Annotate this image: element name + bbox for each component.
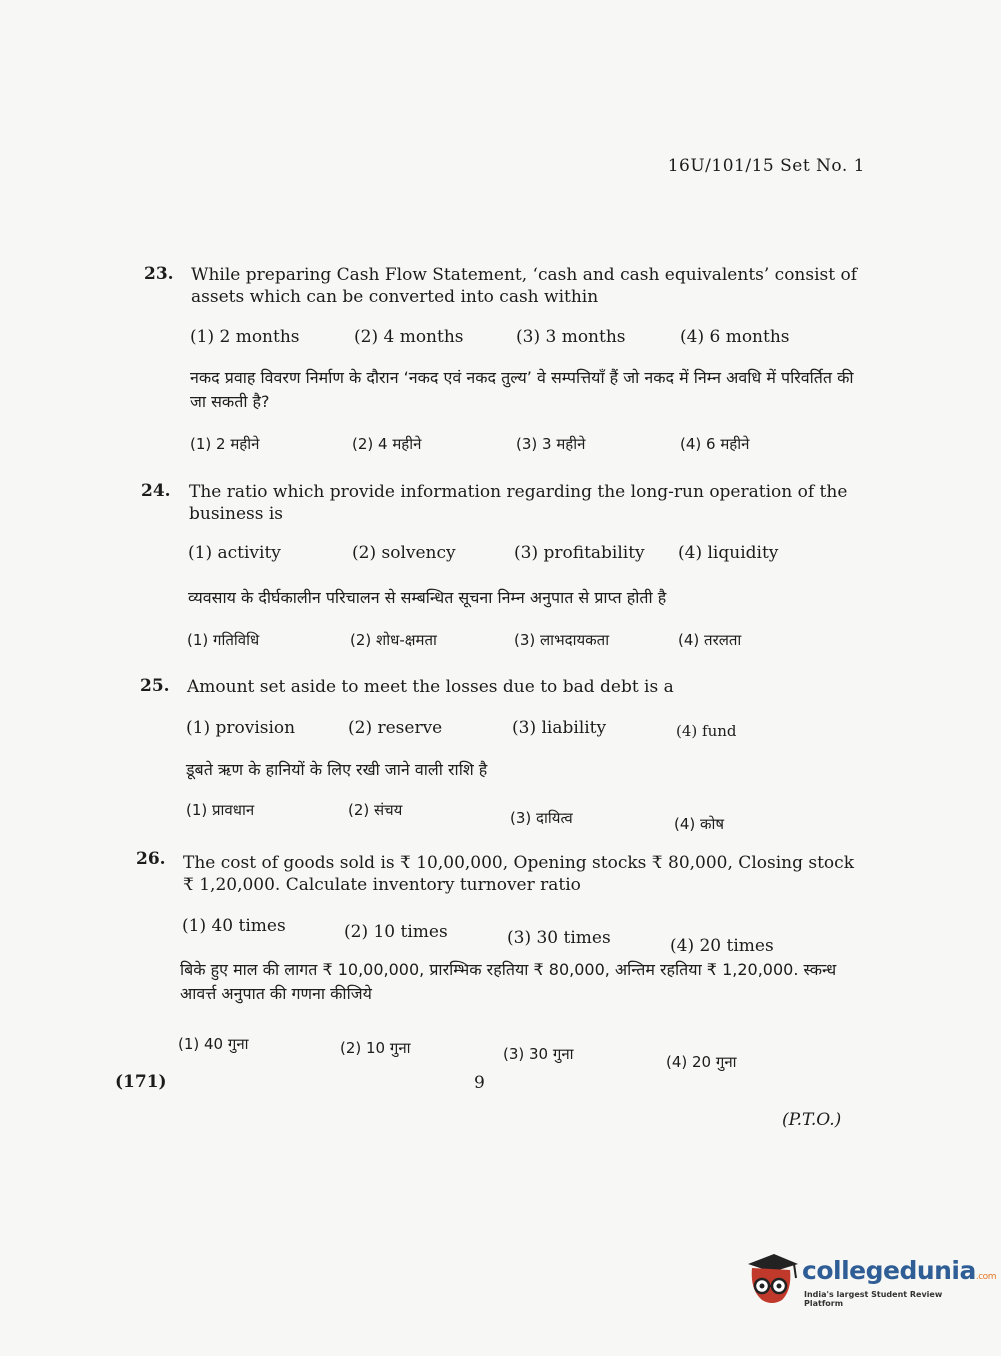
option-2: (2) reserve xyxy=(348,718,443,738)
question-text: The cost of goods sold is ₹ 10,00,000, Opening stocks ₹ 80,000, Closing stock ₹ 1,20,000. Calculate inventory turnover ratio xyxy=(183,853,854,895)
option-2: (2) solvency xyxy=(352,543,456,563)
option-3-hindi: (3) 30 गुना xyxy=(503,1045,574,1063)
option-2-hindi: (2) 4 महीने xyxy=(352,435,422,453)
option-3: (3) 3 months xyxy=(516,327,626,347)
option-1-hindi: (1) गतिविधि xyxy=(187,631,260,649)
option-4: (4) 20 times xyxy=(670,936,774,956)
option-4-hindi: (4) 20 गुना xyxy=(666,1053,737,1071)
question-text: The ratio which provide information regarding the long-run operation of the business is xyxy=(189,482,848,524)
option-1: (1) 40 times xyxy=(182,916,286,936)
pto-label: (P.T.O.) xyxy=(782,1110,842,1130)
question-text: Amount set aside to meet the losses due to bad debt is a xyxy=(187,677,674,697)
option-1: (1) provision xyxy=(186,718,296,738)
question-text-hindi: बिके हुए माल की लागत ₹ 10,00,000, प्रारम्भिक रहतिया ₹ 80,000, अन्तिम रहतिया ₹ 1,20,000. स्कन्ध आवर्त्त अनुपात की गणना कीजिये xyxy=(180,960,837,1003)
question-text-hindi: व्यवसाय के दीर्घकालीन परिचालन से सम्बन्धित सूचना निम्न अनुपात से प्राप्त होती है xyxy=(188,588,667,607)
option-1: (1) 2 months xyxy=(190,327,300,347)
question-text-hindi: नकद प्रवाह विवरण निर्माण के दौरान ‘नकद एवं नकद तुल्य’ वे सम्पत्तियाँ हैं जो नकद में निम्न अवधि में परिवर्तित की जा सकती है? xyxy=(190,368,854,411)
option-4: (4) fund xyxy=(676,722,737,740)
option-4: (4) liquidity xyxy=(678,543,779,563)
logo-wordmark: collegedunia.com xyxy=(802,1256,996,1285)
paper-code: 16U/101/15 Set No. 1 xyxy=(667,156,865,176)
question-text: While preparing Cash Flow Statement, ‘cash and cash equivalents’ consist of assets which can be converted into cash within xyxy=(191,265,858,307)
option-1: (1) activity xyxy=(188,543,281,563)
option-4-hindi: (4) 6 महीने xyxy=(680,435,750,453)
page-number: 9 xyxy=(474,1073,485,1093)
option-2-hindi: (2) 10 गुना xyxy=(340,1039,411,1057)
option-4-hindi: (4) कोष xyxy=(674,815,725,833)
option-2: (2) 10 times xyxy=(344,922,448,942)
option-2: (2) 4 months xyxy=(354,327,464,347)
question-text-hindi: डूबते ऋण के हानियों के लिए रखी जाने वाली राशि है xyxy=(186,760,488,779)
option-3: (3) liability xyxy=(512,718,607,738)
option-1-hindi: (1) 40 गुना xyxy=(178,1035,249,1053)
question-number: 23. xyxy=(144,264,174,284)
option-2-hindi: (2) संचय xyxy=(348,801,403,819)
option-2-hindi: (2) शोध-क्षमता xyxy=(350,631,437,649)
option-3: (3) 30 times xyxy=(507,928,611,948)
option-3-hindi: (3) 3 महीने xyxy=(516,435,586,453)
option-3-hindi: (3) लाभदायकता xyxy=(514,631,610,649)
question-number: 24. xyxy=(141,481,171,501)
question-number: 25. xyxy=(140,676,170,696)
collegedunia-logo xyxy=(742,1250,996,1310)
option-3: (3) profitability xyxy=(514,543,645,563)
logo-tagline: India's largest Student Review Platform xyxy=(804,1290,943,1308)
option-3-hindi: (3) दायित्व xyxy=(510,809,573,827)
option-4-hindi: (4) तरलता xyxy=(678,631,742,649)
student-mascot-icon xyxy=(742,1250,800,1308)
question-number: 26. xyxy=(136,849,166,869)
option-1-hindi: (1) प्रावधान xyxy=(186,801,255,819)
option-4: (4) 6 months xyxy=(680,327,790,347)
option-1-hindi: (1) 2 महीने xyxy=(190,435,260,453)
footer-code: (171) xyxy=(115,1072,167,1092)
